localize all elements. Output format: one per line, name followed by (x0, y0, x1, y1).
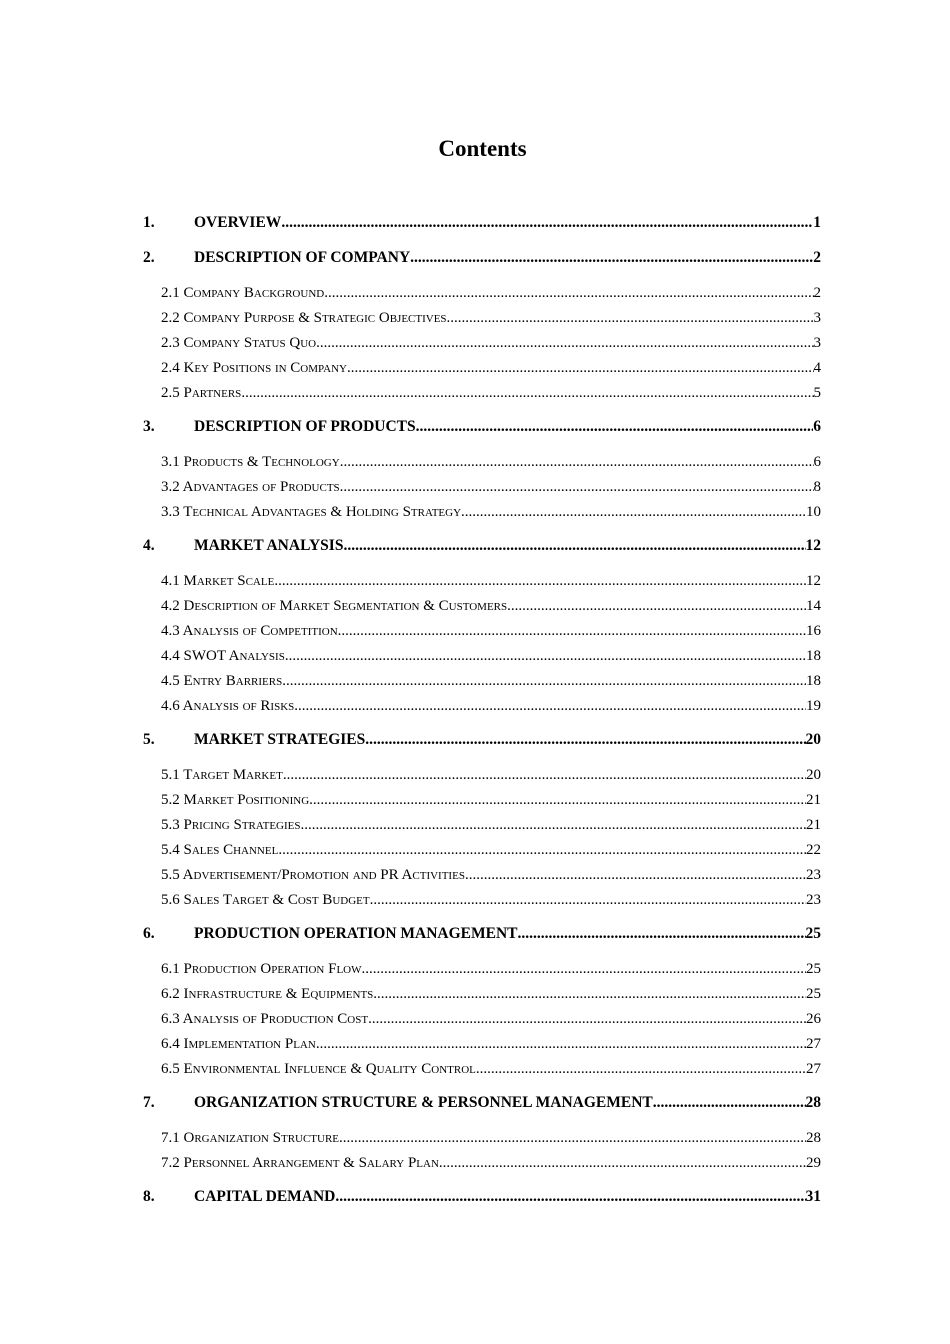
toc-page-number: 14 (806, 598, 821, 614)
toc-heading-entry[interactable] (143, 924, 821, 944)
toc-subentry[interactable] (161, 596, 821, 616)
toc-page-number: 19 (806, 698, 821, 714)
toc-heading-entry[interactable] (143, 1093, 821, 1113)
dot-leader (316, 333, 813, 353)
toc-page-number: 21 (806, 817, 821, 833)
dot-leader (507, 596, 806, 616)
toc-subentry[interactable] (161, 452, 821, 472)
toc-subentry[interactable] (161, 1034, 821, 1054)
toc-entry-text: 6.3 Analysis of Production Cost (161, 1011, 369, 1027)
toc-entry-text: DESCRIPTION OF PRODUCTS (194, 418, 416, 435)
dot-leader (653, 1093, 806, 1113)
toc-subentry[interactable] (161, 865, 821, 885)
toc-entry-text: DESCRIPTION OF COMPANY (194, 249, 411, 266)
toc-page-number: 4 (813, 360, 821, 376)
toc-subentry[interactable] (161, 840, 821, 860)
toc-entry-text: 5.5 Advertisement/Promotion and PR Activities (161, 867, 465, 883)
page-title: Contents (438, 136, 527, 161)
toc-entry-text: 4.4 SWOT Analysis (161, 648, 285, 664)
toc-subentry[interactable] (161, 890, 821, 910)
dot-leader (241, 383, 813, 403)
toc-subentry[interactable] (161, 646, 821, 666)
toc-heading-entry[interactable] (143, 248, 821, 268)
toc-subentry[interactable] (161, 1059, 821, 1079)
toc-entry-text: 4.6 Analysis of Risks (161, 698, 295, 714)
toc-page-number: 16 (806, 623, 821, 639)
toc-subentry[interactable] (161, 358, 821, 378)
toc-page-number: 27 (806, 1036, 821, 1052)
toc-entry-text: CAPITAL DEMAND (194, 1188, 336, 1205)
dot-leader (335, 1187, 805, 1207)
toc-subentry[interactable] (161, 1128, 821, 1148)
dot-leader (324, 283, 813, 303)
toc-entry-text: OVERVIEW (194, 214, 282, 231)
toc-entry-number: 4. (143, 537, 155, 554)
toc-entry-text: PRODUCTION OPERATION MANAGEMENT (194, 925, 518, 942)
toc-entry-number: 3. (143, 418, 155, 435)
toc-page-number: 27 (806, 1061, 821, 1077)
toc-page-number: 18 (806, 648, 821, 664)
toc-entry-text: 2.1 Company Background (161, 285, 325, 301)
dot-leader (447, 308, 814, 328)
toc-page-number: 5 (813, 385, 821, 401)
dot-leader (282, 671, 806, 691)
toc-subentry[interactable] (161, 765, 821, 785)
toc-entry-text: 7.2 Personnel Arrangement & Salary Plan (161, 1155, 439, 1171)
dot-leader (339, 1128, 806, 1148)
toc-subentry[interactable] (161, 959, 821, 979)
dot-leader (518, 924, 806, 944)
dot-leader (373, 984, 806, 1004)
toc-subentry[interactable] (161, 502, 821, 522)
toc-entry-text: 2.3 Company Status Quo (161, 335, 317, 351)
dot-leader (338, 621, 806, 641)
toc-page-number: 21 (806, 792, 821, 808)
toc-page-number: 20 (805, 731, 821, 748)
toc-subentry[interactable] (161, 815, 821, 835)
toc-entry-text: 2.2 Company Purpose & Strategic Objectives (161, 310, 447, 326)
toc-entry-text: 6.4 Implementation Plan (161, 1036, 316, 1052)
toc-page-number: 25 (806, 986, 821, 1002)
toc-heading-entry[interactable] (143, 417, 821, 437)
dot-leader (370, 890, 806, 910)
dot-leader (285, 646, 806, 666)
toc-entry-text: 5.6 Sales Target & Cost Budget (161, 892, 370, 908)
dot-leader (461, 502, 806, 522)
toc-subentry[interactable] (161, 283, 821, 303)
toc-page-number: 18 (806, 673, 821, 689)
toc-entry-text: 7.1 Organization Structure (161, 1130, 340, 1146)
toc-entry-number: 8. (143, 1188, 155, 1205)
toc-entry-text: 4.3 Analysis of Competition (161, 623, 338, 639)
dot-leader (476, 1059, 806, 1079)
toc-entry-text: 5.1 Target Market (161, 767, 283, 783)
dot-leader (283, 765, 806, 785)
toc-entry-text: MARKET STRATEGIES (194, 731, 366, 748)
toc-entry-number: 7. (143, 1094, 155, 1111)
toc-page-number: 25 (805, 925, 821, 942)
toc-entry-text: MARKET ANALYSIS (194, 537, 344, 554)
toc-page-number: 2 (813, 285, 821, 301)
toc-entry-number: 1. (143, 214, 155, 231)
toc-subentry[interactable] (161, 671, 821, 691)
dot-leader (340, 452, 814, 472)
toc-entry-text: 4.5 Entry Barriers (161, 673, 283, 689)
toc-heading-entry[interactable] (143, 536, 821, 556)
toc-subentry[interactable] (161, 984, 821, 1004)
toc-heading-entry[interactable] (143, 1187, 821, 1207)
toc-page-number: 6 (813, 418, 821, 435)
toc-heading-entry[interactable] (143, 730, 821, 750)
toc-entry-text: 6.2 Infrastructure & Equipments (161, 986, 374, 1002)
toc-entry-number: 6. (143, 925, 155, 942)
toc-page-number: 3 (813, 310, 821, 326)
toc-entry-text: 3.2 Advantages of Products (161, 479, 340, 495)
toc-entry-text: 4.1 Market Scale (161, 573, 275, 589)
toc-page-number: 12 (806, 573, 821, 589)
toc-page-number: 23 (806, 867, 821, 883)
dot-leader (281, 213, 813, 233)
dot-leader (278, 840, 806, 860)
toc-subentry[interactable] (161, 1009, 821, 1029)
toc-page-number: 20 (806, 767, 821, 783)
dot-leader (316, 1034, 806, 1054)
toc-entry-text: 2.4 Key Positions in Company (161, 360, 347, 376)
toc-page-number: 1 (813, 214, 821, 231)
toc-page-number: 23 (806, 892, 821, 908)
dot-leader (294, 696, 806, 716)
toc-entry-text: 3.1 Products & Technology (161, 454, 340, 470)
toc-page-number: 12 (805, 537, 821, 554)
toc-heading-entry[interactable] (143, 213, 821, 233)
toc-subentry[interactable] (161, 621, 821, 641)
dot-leader (347, 358, 814, 378)
toc-page-number: 29 (806, 1155, 821, 1171)
toc-entry-text: 6.1 Production Operation Flow (161, 961, 362, 977)
toc-entry-text: 5.3 Pricing Strategies (161, 817, 301, 833)
toc-page-number: 26 (806, 1011, 821, 1027)
toc-subentry[interactable] (161, 333, 821, 353)
toc-entry-text: 4.2 Description of Market Segmentation & Customers (161, 598, 508, 614)
dot-leader (340, 477, 814, 497)
dot-leader (274, 571, 806, 591)
dot-leader (343, 536, 805, 556)
dot-leader (365, 730, 805, 750)
toc-entry-text: ORGANIZATION STRUCTURE & PERSONNEL MANAGEMENT (194, 1094, 653, 1111)
toc-entry-number: 5. (143, 731, 155, 748)
dot-leader (309, 790, 806, 810)
toc-subentry[interactable] (161, 571, 821, 591)
toc-entry-text: 2.5 Partners (161, 385, 242, 401)
toc-page-number: 22 (806, 842, 821, 858)
toc-subentry[interactable] (161, 696, 821, 716)
toc-page-number: 31 (805, 1188, 821, 1205)
dot-leader (439, 1153, 806, 1173)
toc-entry-text: 3.3 Technical Advantages & Holding Strategy (161, 504, 462, 520)
toc-page-number: 28 (806, 1130, 821, 1146)
dot-leader (416, 417, 814, 437)
dot-leader (410, 248, 813, 268)
toc-entry-text: 6.5 Environmental Influence & Quality Control (161, 1061, 476, 1077)
toc-subentry[interactable] (161, 790, 821, 810)
toc-subentry[interactable] (161, 383, 821, 403)
dot-leader (362, 959, 806, 979)
toc-page-number: 28 (805, 1094, 821, 1111)
toc-page-number: 6 (813, 454, 821, 470)
toc-entry-text: 5.4 Sales Channel (161, 842, 279, 858)
toc-page-number: 25 (806, 961, 821, 977)
toc-subentry[interactable] (161, 477, 821, 497)
toc-entry-number: 2. (143, 249, 155, 266)
toc-page-number: 2 (813, 249, 821, 266)
toc-page-number: 3 (813, 335, 821, 351)
dot-leader (368, 1009, 806, 1029)
toc-page-number: 8 (813, 479, 821, 495)
toc-entry-text: 5.2 Market Positioning (161, 792, 310, 808)
dot-leader (301, 815, 807, 835)
toc-subentry[interactable] (161, 308, 821, 328)
toc-page-number: 10 (806, 504, 821, 520)
dot-leader (465, 865, 806, 885)
toc-subentry[interactable] (161, 1153, 821, 1173)
